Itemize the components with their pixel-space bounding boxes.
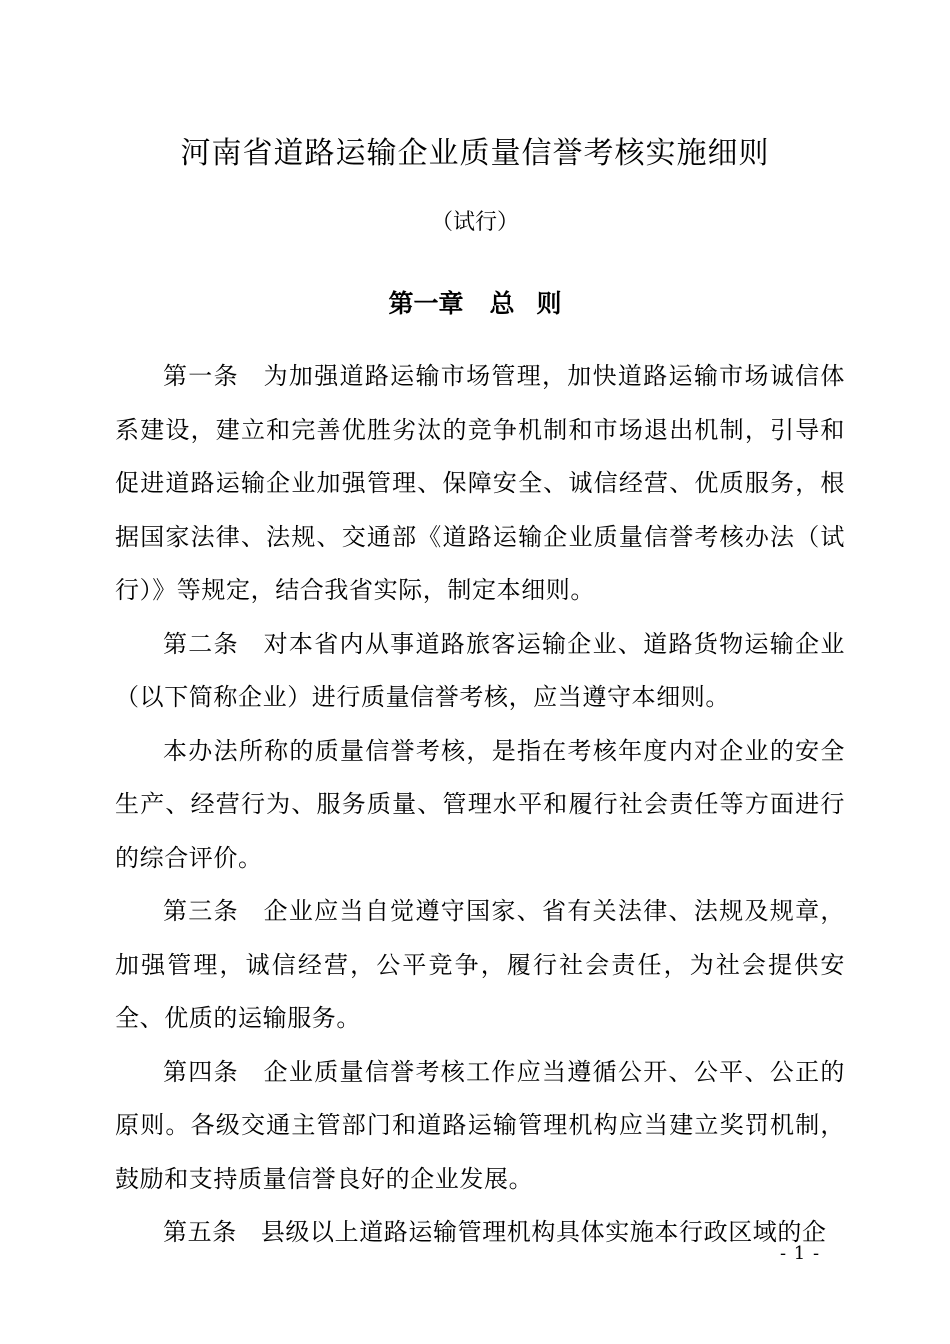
article-text: 企业应当自觉遵守国家、省有关法律、法规及规章，加强管理，诚信经营，公平竞争，履行社会责任，为社会提供安全、优质的运输服务。 — [115, 897, 845, 1032]
chapter-name-first: 总 — [489, 289, 515, 318]
article-text: 企业质量信誉考核工作应当遵循公开、公平、公正的原则。各级交通主管部门和道路运输管理机构应当建立奖罚机制，鼓励和支持质量信誉良好的企业发展。 — [115, 1057, 845, 1193]
article-number: 第四条 — [163, 1057, 239, 1086]
chapter-heading — [0, 284, 950, 324]
document-body — [115, 350, 845, 1260]
document-subtitle: （试行） — [430, 210, 519, 235]
article-number: 第五条 — [163, 1218, 237, 1246]
article-paragraph — [115, 1206, 845, 1260]
article-number: 第三条 — [163, 897, 239, 925]
article-paragraph — [115, 618, 845, 725]
chapter-number: 第一章 — [388, 289, 464, 318]
page-number: - 1 - — [780, 1243, 821, 1264]
document-title: 河南省道路运输企业质量信誉考核实施细则 — [180, 136, 770, 171]
article-paragraph — [115, 350, 845, 618]
article-text: 本办法所称的质量信誉考核，是指在考核年度内对企业的安全生产、经营行为、服务质量、管理水平和履行社会责任等方面进行的综合评价。 — [115, 736, 845, 872]
article-paragraph — [115, 885, 845, 1046]
article-paragraph — [115, 1046, 845, 1207]
chapter-name-second: 则 — [536, 289, 562, 318]
article-paragraph — [115, 725, 845, 886]
article-number: 第一条 — [163, 362, 239, 390]
article-text: 县级以上道路运输管理机构具体实施本行政区域的企 — [260, 1218, 827, 1246]
article-text: 对本省内从事道路旅客运输企业、道路货物运输企业（以下简称企业）进行质量信誉考核，应当遵守本细则。 — [115, 629, 845, 711]
article-text: 为加强道路运输市场管理，加快道路运输市场诚信体系建设，建立和完善优胜劣汰的竞争机制和市场退出机制，引导和促进道路运输企业加强管理、保障安全、诚信经营、优质服务，根据国家法律、法规、交通部《道路运输企业质量信誉考核办法（试行）》等规定，结合我省实际，制定本细则。 — [115, 362, 845, 604]
article-number: 第二条 — [163, 629, 239, 658]
